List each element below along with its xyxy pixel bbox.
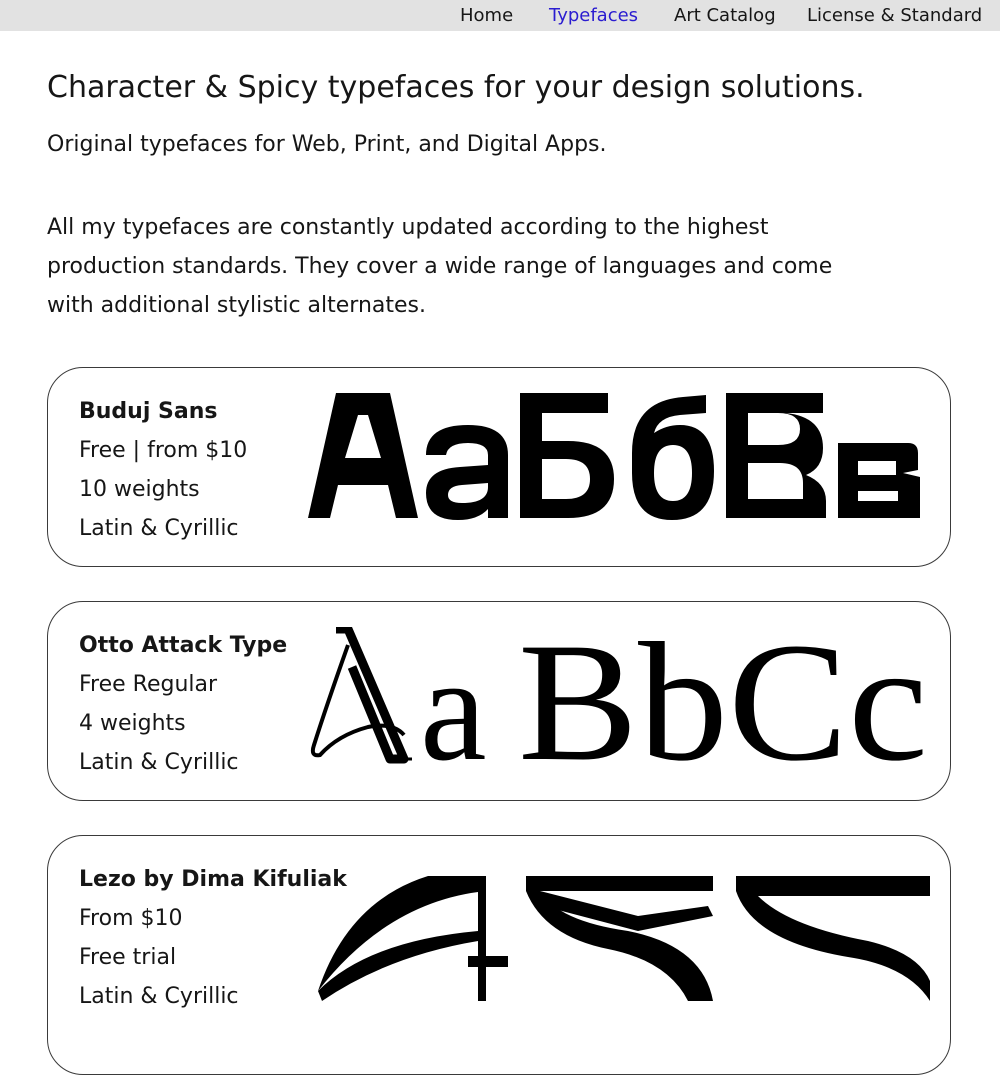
typeface-scripts: Latin & Cyrillic (79, 516, 239, 541)
typeface-info (79, 392, 247, 548)
typeface-weights: 10 weights (79, 477, 200, 502)
typeface-specimen-otto-attack-type (308, 627, 938, 777)
typeface-info (79, 860, 347, 1016)
typeface-price: Free | from $10 (79, 438, 248, 463)
typeface-info (79, 626, 287, 782)
typeface-scripts: Latin & Cyrillic (79, 984, 239, 1009)
typeface-weights: 4 weights (79, 711, 186, 736)
nav-link-typefaces[interactable]: Typefaces (549, 5, 639, 26)
typeface-scripts: Latin & Cyrillic (79, 750, 239, 775)
typeface-name: Lezo by Dima Kifuliak (79, 867, 347, 892)
typeface-card-buduj-sans[interactable] (47, 367, 951, 567)
typeface-name: Otto Attack Type (79, 633, 288, 658)
typeface-specimen-lezo (308, 861, 938, 1011)
typeface-price: Free Regular (79, 672, 218, 697)
typeface-price: From $10 (79, 906, 183, 931)
typeface-specimen-buduj-sans (308, 393, 938, 543)
svg-text:a: a (420, 627, 487, 777)
typeface-card-otto-attack-type[interactable] (47, 601, 951, 801)
nav-link-art-catalog[interactable]: Art Catalog (674, 5, 776, 26)
page-headline: Character & Spicy typefaces for your design solutions. (47, 70, 865, 105)
top-nav (0, 0, 1000, 31)
typeface-card-lezo[interactable] (47, 835, 951, 1075)
nav-link-license-standard[interactable]: License & Standard (807, 5, 983, 26)
page-subline: Original typefaces for Web, Print, and Digital Apps. (47, 132, 607, 157)
typeface-trial: Free trial (79, 945, 177, 970)
svg-text:BbCc: BbCc (518, 627, 928, 777)
intro-paragraph: All my typefaces are constantly updated according to the highest production standards. They cover a wide range of languages and come with additional stylistic alternates. (47, 215, 833, 318)
nav-link-home[interactable]: Home (460, 5, 514, 26)
typeface-name: Buduj Sans (79, 399, 218, 424)
